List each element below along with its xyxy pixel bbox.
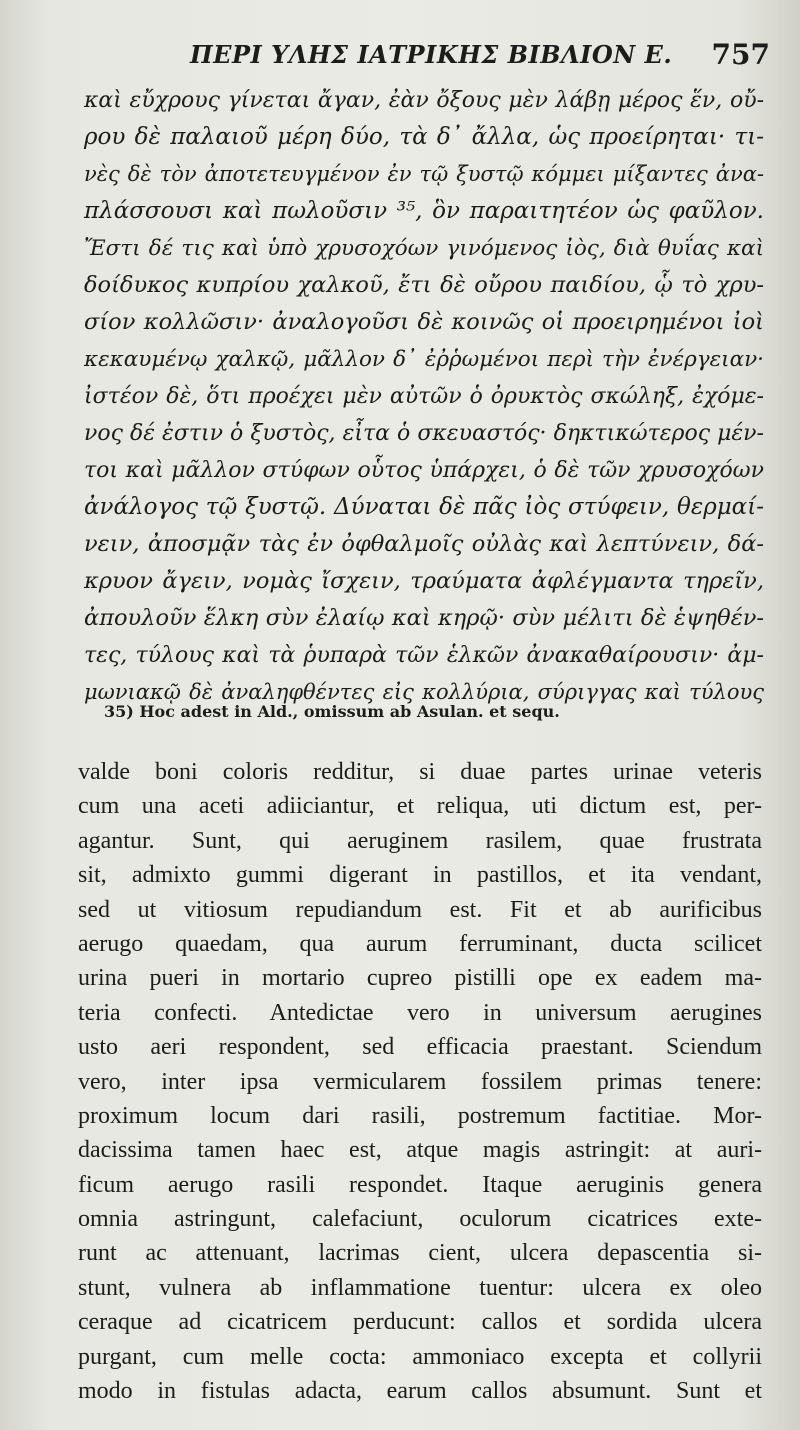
greek-text-line: τοι καὶ μᾶλλον στύφων οὗτος ὑπάρχει, ὁ δὲ τῶν χρυσοχόων [84,458,764,483]
latin-text-line: dacissima tamen haec est, atque magis astringit: at auri- [78,1137,762,1164]
latin-text-line: vero, inter ipsa vermicularem fossilem primas tenere: [78,1068,762,1095]
greek-text-line: τες, τύλους καὶ τὰ ῥυπαρὰ τῶν ἑλκῶν ἀνακαθαίρουσιν· ἀμ- [84,643,764,668]
latin-text-line: sed ut vitiosum repudiandum est. Fit et ab aurificibus [78,896,762,923]
greek-text-line: κεκαυμένῳ χαλκῷ, μᾶλλον δ᾽ ἐῤῥωμένοι περὶ τὴν ἐνέργειαν· [84,347,764,372]
latin-text-line: omnia astringunt, calefaciunt, oculorum cicatrices exte- [78,1206,762,1233]
greek-text-line: δοίδυκος κυπρίου χαλκοῦ, ἔτι δὲ οὔρου παιδίου, ᾧ τὸ χρυ- [84,272,764,298]
page-number: 757 [711,38,770,71]
greek-text-line: Ἔστι δέ τις καὶ ὑπὸ χρυσοχόων γινόμενος ἰὸς, διὰ θυΐας καὶ [84,236,764,261]
greek-text-line: νειν, ἀποσμᾷν τὰς ἐν ὀφθαλμοῖς οὐλὰς καὶ λεπτύνειν, δά- [84,531,764,557]
greek-text-line: ρου δὲ παλαιοῦ μέρη δύο, τὰ δ᾽ ἄλλα, ὡς προείρηται· τι- [84,124,764,150]
latin-text-line: ceraque ad cicatricem perducunt: callos et sordida ulcera [78,1309,762,1336]
latin-text-block [78,755,762,1408]
footnote: 35) Hoc adest in Ald., omissum ab Asulan. et sequ. [104,702,560,721]
latin-text-line: runt ac attenuant, lacrimas cient, ulcera depascentia si- [78,1240,762,1267]
latin-text-line: proximum locum dari rasili, postremum factitiae. Mor- [78,1102,762,1129]
latin-text-line: aerugo quaedam, qua aurum ferruminant, ducta scilicet [78,930,762,957]
latin-text-line: stunt, vulnera ab inflammatione tuentur: ulcera ex oleo [78,1274,762,1301]
greek-text-line: σίον κολλῶσιν· ἀναλογοῦσι δὲ κοινῶς οἱ προειρημένοι ἰοὶ [84,309,764,335]
greek-text-line: μωνιακῷ δὲ ἀναληφθέντες εἰς κολλύρια, σύριγγας καὶ τύλους [84,680,764,704]
latin-text-line: cum una aceti adiiciantur, et reliqua, uti dictum est, per- [78,793,762,820]
latin-text-line: usto aeri respondent, sed efficacia praestant. Sciendum [78,1034,762,1061]
greek-text-block [84,82,764,711]
latin-text-line: purgant, cum melle cocta: ammoniaco excepta et collyrii [78,1343,762,1370]
latin-text-line: sit, admixto gummi digerant in pastillos, et ita vendant, [78,862,762,889]
latin-text-line: valde boni coloris redditur, si duae partes urinae veteris [78,759,762,785]
latin-text-line: agantur. Sunt, qui aeruginem rasilem, quae frustrata [78,827,762,854]
greek-text-line: νὲς δὲ τὸν ἀποτετευγμένον ἐν τῷ ξυστῷ κόμμει μίξαντες ἀνα- [84,162,764,186]
greek-text-line: κρυον ἄγειν, νομὰς ἴσχειν, τραύματα ἀφλέγμαντα τηρεῖν, [84,568,764,594]
greek-text-line: ἰστέον δὲ, ὅτι προέχει μὲν αὐτῶν ὁ ὀρυκτὸς σκώληξ, ἐχόμε- [84,384,764,409]
greek-text-line: πλάσσουσι καὶ πωλοῦσιν ³⁵, ὃν παραιτητέον ὡς φαῦλον. [84,198,764,224]
latin-text-line: modo in fistulas adacta, earum callos absumunt. Sunt et [78,1378,762,1405]
greek-text-line: καὶ εὔχρους γίνεται ἄγαν, ἐὰν ὄξους μὲν λάβῃ μέρος ἕν, οὔ- [84,88,764,113]
greek-text-line: ἀνάλογος τῷ ξυστῷ. Δύναται δὲ πᾶς ἰὸς στύφειν, θερμαί- [84,494,764,520]
latin-text-line: teria confecti. Antedictae vero in universum aerugines [78,999,762,1026]
latin-text-line: urina pueri in mortario cupreo pistilli ope ex eadem ma- [78,965,762,992]
page-header [190,36,770,76]
running-title: ΠΕΡΙ ΥΛΗΣ ΙΑΤΡΙΚΗΣ ΒΙΒΛΙΟΝ Ε. [190,40,673,69]
greek-text-line: ἀπουλοῦν ἕλκη σὺν ἐλαίῳ καὶ κηρῷ· σὺν μέλιτι δὲ ἑψηθέν- [84,605,764,631]
latin-text-line: ficum aerugo rasili respondet. Itaque aeruginis genera [78,1171,762,1198]
greek-text-line: νος δέ ἐστιν ὁ ξυστὸς, εἶτα ὁ σκευαστός· δηκτικώτερος μέν- [84,421,764,446]
